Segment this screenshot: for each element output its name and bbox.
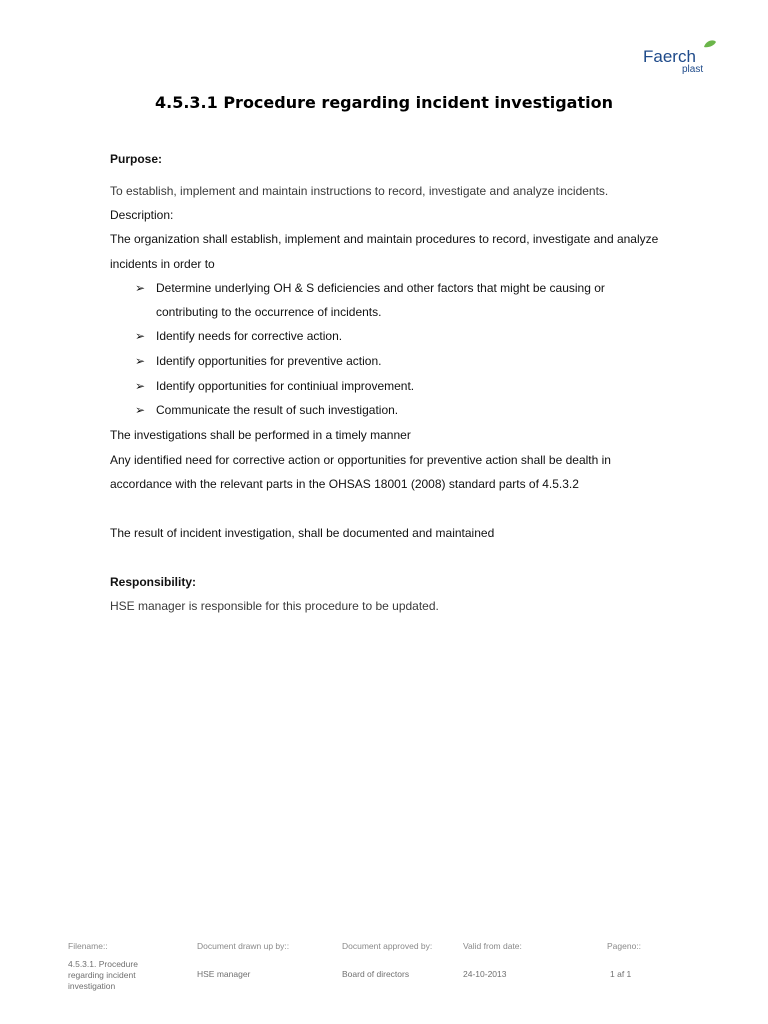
footer-page-value: 1 af 1 bbox=[610, 969, 632, 979]
footer-drawn-label: Document drawn up by:: bbox=[197, 941, 290, 951]
bullet-icon: ➢ bbox=[135, 354, 146, 368]
footer-filename-line3: investigation bbox=[68, 981, 116, 991]
footer-page-label: Pageno:: bbox=[607, 941, 642, 951]
leaf-icon bbox=[704, 40, 716, 47]
timely-text: The investigations shall be performed in a timely manner bbox=[110, 428, 411, 442]
logo-sub-text: plast bbox=[682, 64, 704, 74]
corrective-line2: accordance with the relevant parts in the OHSAS 18001 (2008) standard parts of 4.5.3.2 bbox=[110, 477, 579, 491]
bullet-icon: ➢ bbox=[135, 329, 146, 343]
company-logo bbox=[642, 40, 718, 74]
bullet-item-2: Identify needs for corrective action. bbox=[156, 329, 343, 343]
footer-valid-label: Valid from date: bbox=[463, 941, 522, 951]
logo-main-text: Faerch bbox=[643, 47, 696, 66]
bullet-item-4: Identify opportunities for continiual improvement. bbox=[156, 379, 415, 393]
bullet-item-1-line1: Determine underlying OH & S deficiencies and other factors that might be causing or bbox=[156, 281, 605, 295]
responsibility-text: HSE manager is responsible for this procedure to be updated. bbox=[110, 599, 439, 613]
page-title: 4.5.3.1 Procedure regarding incident investigation bbox=[154, 93, 613, 112]
purpose-heading: Purpose: bbox=[110, 152, 163, 166]
description-intro-line2: incidents in order to bbox=[110, 257, 215, 271]
footer-filename-line2: regarding incident bbox=[68, 970, 136, 980]
documented-text: The result of incident investigation, shall be documented and maintained bbox=[110, 526, 495, 540]
footer-filename-label: Filename:: bbox=[68, 941, 108, 951]
responsibility-heading: Responsibility: bbox=[110, 575, 197, 589]
purpose-text: To establish, implement and maintain instructions to record, investigate and analyze incidents. bbox=[110, 184, 609, 198]
bullet-item-5: Communicate the result of such investigation. bbox=[156, 403, 399, 417]
footer-approved-value: Board of directors bbox=[342, 969, 410, 979]
footer-valid-value: 24-10-2013 bbox=[463, 969, 507, 979]
description-intro-line1: The organization shall establish, implement and maintain procedures to record, investigate and analyze bbox=[110, 232, 659, 246]
footer-filename-line1: 4.5.3.1. Procedure bbox=[68, 959, 138, 969]
footer-filename-value bbox=[68, 959, 138, 992]
description-heading: Description: bbox=[110, 208, 174, 222]
corrective-line1: Any identified need for corrective action or opportunities for preventive action shall be dealth in bbox=[110, 453, 611, 467]
footer-drawn-value: HSE manager bbox=[197, 969, 251, 979]
footer-approved-label: Document approved by: bbox=[342, 941, 433, 951]
faerch-plast-logo bbox=[642, 40, 718, 74]
bullet-icon: ➢ bbox=[135, 281, 146, 295]
document-footer bbox=[0, 938, 768, 1018]
bullet-icon: ➢ bbox=[135, 403, 146, 417]
bullet-icon: ➢ bbox=[135, 379, 146, 393]
bullet-item-1-line2: contributing to the occurrence of incidents. bbox=[156, 305, 382, 319]
bullet-item-3: Identify opportunities for preventive action. bbox=[156, 354, 382, 368]
